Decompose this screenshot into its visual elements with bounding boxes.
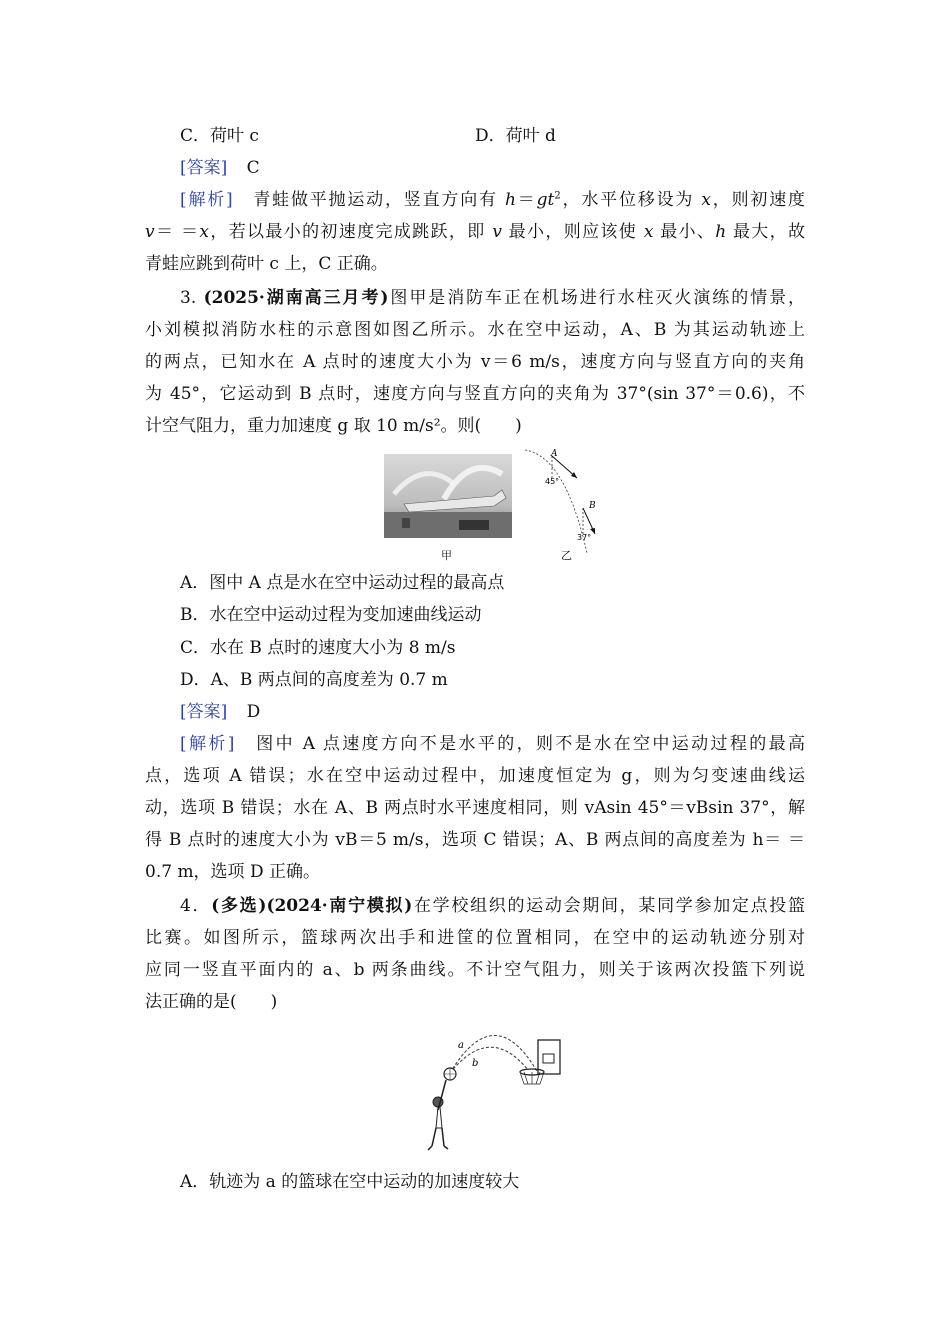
q3-stem-line-1: 3. (2025·湖南高三月考)图甲是消防车正在机场进行水柱灭火演练的情景，	[180, 288, 806, 308]
q3-stem-line-3: 的两点，已知水在 A 点时的速度大小为 v＝6 m/s，速度方向与竖直方向的夹角	[145, 352, 805, 372]
fire-truck-photo	[384, 454, 512, 538]
answer-value: C	[246, 158, 260, 178]
q3-option-b: B．水在空中运动过程为变加速曲线运动	[180, 605, 482, 625]
q2-answer	[180, 157, 840, 179]
q3-stem-line-5: 计空气阻力，重力加速度 g 取 10 m/s²。则( )	[145, 416, 522, 436]
fig-caption-left: 甲	[441, 549, 452, 562]
fig-label-b: B	[589, 501, 596, 511]
q2-analysis-line-3: 青蛙应跳到荷叶 c 上，C 正确。	[145, 254, 388, 274]
q2-analysis-line-2: v＝ ＝x，若以最小的初速度完成跳跃，即 v 最小，则应该使 x 最小、h 最大，故	[145, 222, 805, 242]
q4-stem-line-1: 4．(多选)(2024·南宁模拟)在学校组织的运动会期间，某同学参加定点投篮	[180, 896, 805, 916]
trajectory-label-b: b	[472, 1058, 479, 1069]
trajectory-diagram	[525, 448, 615, 558]
basketball-diagram	[420, 1018, 570, 1163]
fig-angle-b: 37°	[577, 533, 592, 542]
fig-label-a: A	[551, 449, 558, 459]
q3-option-d: D．A、B 两点间的高度差为 0.7 m	[180, 670, 448, 690]
q3-stem-line-4: 为 45°，它运动到 B 点时，速度方向与竖直方向的夹角为 37°(sin 37°＝0.6)，不	[145, 384, 805, 404]
answer-tag: [答案]	[180, 158, 228, 178]
q3-answer: [答案] D	[180, 702, 261, 722]
q3-analysis-line-1: [解析] 图中 A 点速度方向不是水平的，则不是水在空中运动过程的最高	[180, 734, 806, 754]
q2-analysis-line-1: [解析] 青蛙做平抛运动，竖直方向有 $h=gt^2$，水平位移设为 x，则初速度	[180, 190, 806, 210]
trajectory-label-a: a	[458, 1040, 464, 1051]
q3-stem-line-2: 小刘模拟消防水柱的示意图如图乙所示。水在空中运动，A、B 为其运动轨迹上	[145, 320, 805, 340]
q3-option-c: C．水在 B 点时的速度大小为 8 m/s	[180, 638, 456, 658]
q4-stem-line-3: 应同一竖直平面内的 a、b 两条曲线。不计空气阻力，则关于该两次投篮下列说	[145, 960, 805, 980]
q2-option-d: D．荷叶 d	[475, 126, 556, 146]
q3-analysis-line-3: 动，选项 B 错误；水在 A、B 两点时水平速度相同，则 vAsin 45°＝vBsin 37°，解	[145, 798, 805, 818]
q3-analysis-line-2: 点，选项 A 错误；水在空中运动过程中，加速度恒定为 g，则为匀变速曲线运	[145, 766, 805, 786]
q3-option-a: A．图中 A 点是水在空中运动过程的最高点	[180, 573, 505, 593]
fig-caption-right: 乙	[561, 549, 572, 562]
fig-angle-a: 45°	[545, 477, 560, 486]
q4-option-a: A．轨迹为 a 的篮球在空中运动的加速度较大	[180, 1172, 520, 1192]
q2-option-c: C．荷叶 c	[180, 126, 259, 146]
q4-stem-line-2: 比赛。如图所示，篮球两次出手和进筐的位置相同，在空中的运动轨迹分别对	[145, 928, 805, 948]
q3-analysis-line-4: 得 B 点时的速度大小为 vB＝5 m/s，选项 C 错误；A、B 两点间的高度差为 h＝ ＝	[145, 830, 805, 850]
q4-stem-line-4: 法正确的是( )	[145, 992, 278, 1012]
q3-analysis-line-5: 0.7 m，选项 D 正确。	[145, 862, 320, 882]
